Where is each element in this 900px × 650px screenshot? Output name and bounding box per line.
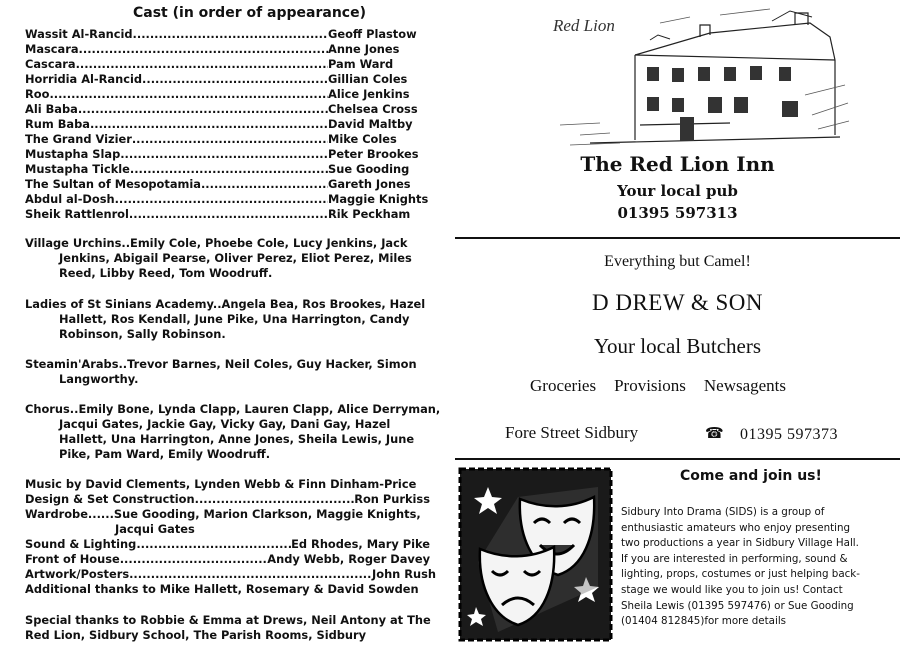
cast-role: Mustapha Slap	[25, 147, 121, 161]
join-description: Sidbury Into Drama (SIDS) is a group of enthusiastic amateurs who enjoy presenting two productions a year in Sidbury Village Hall. If you are interested in performing, sound & lighting, props, costumes or just helping back- stage we would like you to join us! Contact Sheila Lewis (01395 597476) or Sue Gooding (01404 812845)for more details	[621, 506, 860, 628]
cast-actor: Alice Jenkins	[328, 87, 410, 101]
cast-row	[25, 207, 420, 222]
cast-role: Rum Baba	[25, 117, 90, 131]
cast-actor: Maggie Knights	[328, 192, 429, 206]
butcher-tagline: Your local Butchers	[593, 334, 761, 358]
cast-row	[25, 117, 420, 132]
music-credit: Music by David Clements, Lynden Webb & Finn Dinham-Price	[25, 477, 417, 491]
butcher-services	[530, 376, 786, 396]
cast-actor: Gillian Coles	[328, 72, 408, 86]
cast-actor: Geoff Plastow	[328, 27, 417, 41]
artwork-credit: Artwork/Posters ..... John Rush	[25, 567, 430, 582]
leader-dots	[90, 117, 328, 132]
crew-credits: Music by David Clements, Lynden Webb & Finn Dinham-Price Design & Set Construction ..... Ron Purkiss Wardrobe......Sue Gooding, Marion Clarkson, Maggie Knights, Jacqui Gates Sound & Lighting ..... Ed Rhodes, Mary Pike Front of House ..... Andy Webb, Roger Davey Artwork/Posters ..... John Rush Additional thanks to Mike Hallett, Rosemary & David Sowden	[25, 477, 430, 597]
cast-role: Sheik Rattlenrol	[25, 207, 129, 221]
chorus-paragraph: Chorus..Emily Bone, Lynda Clapp, Lauren Clapp, Alice Derryman, Jacqui Gates, Jackie Gay, Vicky Gay, Dani Gay, Hazel Hallett, Una Harrington, Anne Jones, Sheila Lewis, June Pike, Pam Ward, Emily Woodruff.	[25, 402, 441, 461]
leader-dots	[79, 42, 328, 57]
cast-row	[25, 102, 420, 117]
pub-building-sketch	[550, 5, 850, 150]
service-item: Provisions	[614, 376, 686, 395]
cast-row	[25, 192, 429, 207]
sound-lighting-credit: Sound & Lighting ..... Ed Rhodes, Mary Pike	[25, 537, 430, 552]
cast-row	[25, 177, 420, 192]
leader-dots	[120, 147, 328, 162]
cast-row	[25, 72, 420, 87]
cast-row	[25, 42, 420, 57]
leader-dots	[78, 102, 328, 117]
cast-actor: Peter Brookes	[328, 147, 419, 161]
cast-row	[25, 162, 420, 177]
ladies-academy-paragraph: Ladies of St Sinians Academy..Angela Bea, Ros Brookes, Hazel Hallett, Ros Kendall, June Pike, Una Harrington, Candy Robinson, Sally Robinson.	[25, 297, 426, 341]
service-item: Groceries	[530, 376, 597, 395]
cast-row	[25, 27, 420, 42]
cast-role: Cascara	[25, 57, 76, 71]
additional-thanks: Additional thanks to Mike Hallett, Rosemary & David Sowden	[25, 582, 419, 596]
leader-dots	[142, 72, 328, 87]
butcher-name: D DREW & SON	[591, 290, 764, 315]
cast-row	[25, 57, 420, 72]
special-thanks: Special thanks to Robbie & Emma at Drews, Neil Antony at The Red Lion, Sidbury School, The Parish Rooms, Sidbury	[25, 613, 431, 642]
theatre-masks-icon	[458, 467, 613, 642]
cast-role: The Sultan of Mesopotamia	[25, 177, 201, 191]
leader-dots	[133, 27, 328, 42]
telephone-icon: ☎	[705, 424, 724, 442]
cast-role: Mustapha Tickle	[25, 162, 130, 176]
leader-dots	[129, 207, 328, 222]
leader-dots	[49, 87, 328, 102]
leader-dots	[115, 192, 328, 207]
cast-actor: David Maltby	[328, 117, 413, 131]
cast-actor: Mike Coles	[328, 132, 397, 146]
leader-dots	[76, 57, 328, 72]
join-heading: Come and join us!	[680, 468, 822, 484]
cast-role: The Grand Vizier	[25, 132, 132, 146]
steamin-arabs-paragraph: Steamin'Arabs..Trevor Barnes, Neil Coles, Guy Hacker, Simon Langworthy.	[25, 357, 417, 386]
pub-sign-text: Red Lion	[553, 16, 615, 35]
butcher-phone: 01395 597373	[740, 426, 838, 443]
pub-phone: 01395 597313	[617, 204, 738, 222]
cast-role: Horridia Al-Rancid	[25, 72, 143, 86]
cast-list	[25, 27, 429, 222]
butcher-address: Fore Street Sidbury	[505, 423, 639, 442]
front-of-house-credit: Front of House ..... Andy Webb, Roger Davey	[25, 552, 430, 567]
village-urchins-paragraph: Village Urchins..Emily Cole, Phoebe Cole, Lucy Jenkins, Jack Jenkins, Abigail Pearse, Oliver Perez, Eliot Perez, Miles Reed, Libby Reed, Tom Woodruff.	[25, 236, 412, 280]
leader-dots	[132, 132, 328, 147]
cast-role: Ali Baba	[25, 102, 78, 116]
cast-row	[25, 132, 420, 147]
programme-credits-column	[25, 0, 450, 650]
cast-actor: Gareth Jones	[328, 177, 411, 191]
cast-role: Wassit Al-Rancid	[25, 27, 133, 41]
cast-role: Mascara	[25, 42, 79, 56]
design-credit: Design & Set Construction ..... Ron Purkiss	[25, 492, 430, 507]
cast-role: Abdul al-Dosh	[25, 192, 115, 206]
cast-actor: Pam Ward	[328, 57, 394, 71]
pub-name: The Red Lion Inn	[580, 152, 775, 176]
cast-actor: Sue Gooding	[328, 162, 410, 176]
cast-actor: Rik Peckham	[328, 207, 411, 221]
leader-dots	[201, 177, 328, 192]
cast-role: Roo	[25, 87, 50, 101]
leader-dots	[130, 162, 328, 177]
pub-tagline: Your local pub	[617, 182, 738, 200]
cast-actor: Chelsea Cross	[328, 102, 418, 116]
service-item: Newsagents	[703, 376, 787, 395]
wardrobe-credit: Wardrobe......Sue Gooding, Marion Clarkson, Maggie Knights,	[25, 507, 421, 521]
butcher-slogan: Everything but Camel!	[604, 253, 751, 270]
cast-row	[25, 147, 420, 162]
divider	[455, 458, 900, 460]
advert-column	[455, 0, 900, 650]
cast-row	[25, 87, 420, 102]
divider	[455, 237, 900, 239]
cast-heading: Cast (in order of appearance)	[133, 5, 367, 21]
cast-actor: Anne Jones	[328, 42, 400, 56]
